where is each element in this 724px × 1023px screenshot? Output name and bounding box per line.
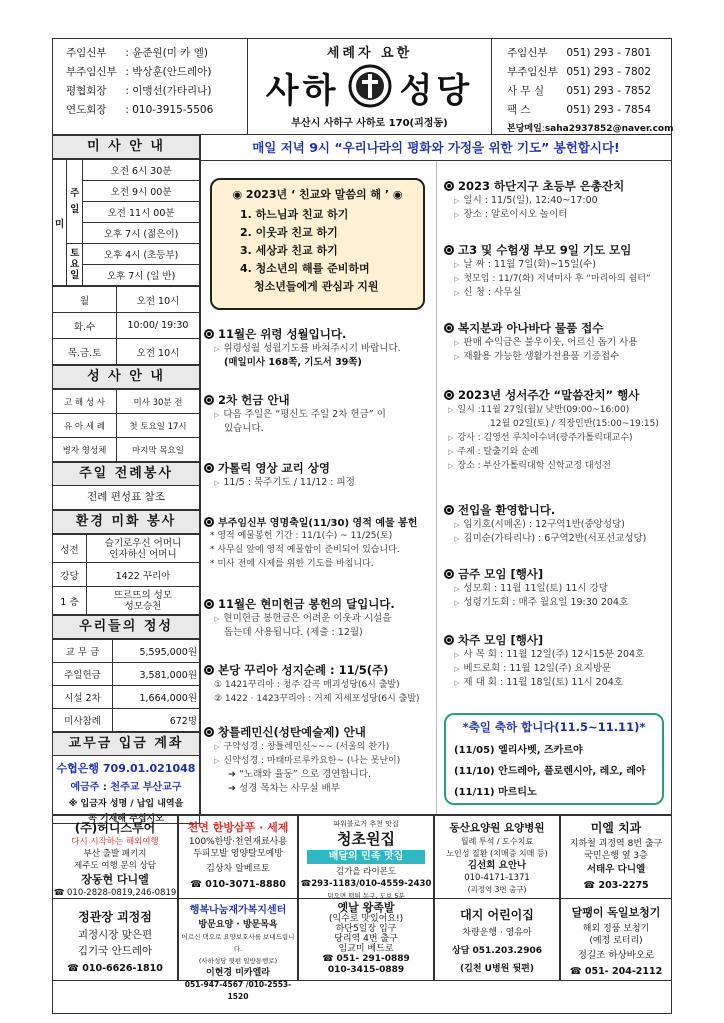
- left-column: [52, 135, 200, 824]
- triangle-icon: ▷: [454, 651, 460, 659]
- email-link[interactable]: saha2937852@naver.com: [544, 124, 674, 134]
- triangle-icon: ▷: [448, 462, 454, 470]
- bullet-icon: [204, 599, 214, 609]
- triangle-icon: ▷: [214, 615, 220, 623]
- triangle-icon: ▷: [454, 599, 460, 607]
- triangle-icon: ▷: [454, 353, 460, 361]
- header-contacts: 주임신부 051) 293 - 7801 부주임신부 051) 293 - 7802 사 무 실 051) 293 - 7852 팩 스 051) 293 - 7854 본당메일:saha2937852@naver.com: [507, 47, 674, 134]
- triangle-icon: ▷: [454, 289, 460, 297]
- ads-row-1: [52, 814, 672, 898]
- triangle-icon: ▷: [454, 535, 460, 543]
- bullet-icon: [204, 517, 214, 527]
- bullet-icon: [444, 505, 454, 515]
- bullet-icon: [444, 569, 454, 579]
- triangle-icon: ▷: [454, 665, 460, 673]
- triangle-icon: ▷: [214, 757, 220, 765]
- mass-table: 미 주 일 오전 6시 30분 오전 9시 00분 오전 11시 00분 오후 7시 (젊은이) 토 요 일 오후 4시 (초등부) 오후 7시 (일 반): [52, 159, 200, 286]
- bank-account: 수협은행 709.01.021048: [56, 762, 196, 775]
- mass-title: 미 사 안 내: [52, 135, 200, 159]
- ads-row-2: [52, 898, 672, 1014]
- offering-table: 교 무 금 5,595,000원 주일헌금 3,581,000원 시설 2차 1,664,000원 미사참례 672명: [52, 639, 200, 732]
- sacrament-title: 성 사 안 내: [52, 365, 200, 389]
- triangle-icon: ▷: [454, 339, 460, 347]
- environment-table: 성전 슬기로우신 어머니 인자하신 어머니 강당 1422 꾸리아 1 층 뜨르뜨의 성모 성모승천: [52, 534, 200, 615]
- right-item-7: 차주 모임 [행사] ▷ 사 목 회 : 11월 12일(주) 12시15분 204호 ▷ 베드로회 : 11월 12일(주) 요지방문 ▷ 제 대 회 : 11월 18일(토) 11시 204호: [444, 632, 644, 690]
- right-item-1: 2023 하단지구 초등부 은총잔치 ▷ 일시 : 11/5(일), 12:40~17:00 ▷ 장소 : 알로이시오 놀이터: [444, 178, 624, 222]
- right-item-3: 복지분과 아나바다 물품 접수 ▷ 판매 수익금은 불우이웃, 어르신 돕기 사용 ▷ 재활용 가능한 생활가전용품 기증접수: [444, 320, 638, 364]
- triangle-icon: ▷: [214, 345, 220, 353]
- mid-item-6: 본당 꾸리아 성지순례 : 11/5(주) ① 1421꾸리아 : 청주 감곡 매괴성당(6시 출발) ② 1422 · 1423꾸리아 : 거제 지세포성당(6시 출발): [204, 662, 420, 706]
- parish-patron: 세례자 요한: [326, 46, 413, 61]
- mid-item-1: 11월은 위령 성월입니다. ▷ 위령성월 성월기도를 바쳐주시기 바랍니다. (매일미사 168쪽, 기도서 39쪽): [204, 326, 401, 370]
- sacrament-table: 고 해 성 사 미사 30분 전 유 아 세 례 첫 토요일 17시 병자 영성체 마지막 목요일: [52, 389, 200, 462]
- theme-title: ◉ 2023년 ‘ 친교와 말씀의 해 ’ ◉: [232, 188, 403, 201]
- ad-hearing-aid: 달팽이 독일보청기 해외 정품 보청기 (예정 로터리) 정길조 하상바오로 ☎ 051- 204-2112: [560, 898, 672, 981]
- ad-herbal-shampoo: 천연 한방삼푸 · 세제 100%한방·천연재료사용 두피모발 영양탈모예방 김상차 알베르토 ☎ 010-3071-8880: [178, 815, 298, 899]
- theme-box: ◉ 2023년 ‘ 친교와 말씀의 해 ’ ◉ 1. 하느님과 친교 하기 2. 이웃과 친교 하기 3. 세상과 친교 하기 4. 청소년의 해를 준비하며 청소년들에게 관심과 지원: [210, 178, 425, 310]
- ad-honeys-tour: (주)허니스투어 다시 시작하는 해외여행 부산 출발 패키지 제주도 여행 문의 상담 장동현 다니엘 ☎ 010-2828-0819,246-0819: [52, 815, 178, 899]
- bullet-icon: [444, 635, 454, 645]
- triangle-icon: ▷: [454, 521, 460, 529]
- header-staff: 주임신부 : 윤준원(미 카 엘) 부주임신부 : 박상훈(안드레아) 평협회장 : 이맹선(가타리나) 연도회장 : 010-3915-5506: [66, 47, 214, 116]
- environment-title: 환경 미화 봉사: [52, 510, 200, 534]
- triangle-icon: ▷: [448, 434, 454, 442]
- right-item-6: 금주 모임 [행사] ▷ 성모회 : 11월 11일(토) 11시 강당 ▷ 성령기도회 : 매주 월요일 19:30 204호: [444, 566, 628, 610]
- weekday-mass-table: 월 오전 10시 화.수 10:00/ 19:30 목.금.토 오전 10시: [52, 286, 200, 365]
- ad-welfare-center: 행복나눔재가복지센터 방문요양 · 방문목욕 어르신 댁으로 요양보호사를 보내드립니다. (사하성당 뒷편 일방통행로) 이현경 미카엘라 051-947-4567 /010-2553-1520: [178, 898, 298, 981]
- liturgy-text: 전례 편성표 참조: [52, 486, 200, 510]
- ad-restaurant: 파워블로거 추천 맛집 청초원집 배달의 민족 맛집 김가을 라이몬도 ☎293-1183/010-4559-2430 덤으면 떡튀 동구, 도보 5분: [298, 815, 434, 899]
- triangle-icon: ▷: [214, 743, 220, 751]
- account-holder: 예금주 : 천주교 부산교구: [70, 782, 182, 793]
- mid-item-5: 11월은 현미헌금 봉헌의 달입니다. ▷ 현미헌금 봉헌금은 어려운 이웃과 시설을 돕는데 사용됩니다. (제출 : 12월): [204, 596, 395, 640]
- triangle-icon: ▷: [454, 679, 460, 687]
- bullet-icon: [204, 395, 214, 405]
- triangle-icon: ▷: [448, 406, 454, 414]
- church-seal-icon: [348, 64, 392, 111]
- triangle-icon: ▷: [454, 275, 460, 283]
- parish-logo-block: [247, 38, 492, 134]
- mid-item-3: 가톨릭 영상 교리 상영 ▷ 11/5 : 묵주기도 / 11/12 : 피정: [204, 460, 355, 490]
- right-item-5: 전입을 환영합니다. ▷ 임기호(시메온) : 12구역1반(중앙성당) ▷ 김미순(가타리나) : 6구역2반(서포선교성당): [444, 502, 646, 546]
- feast-box: *축일 축하 합니다(11.5~11.11)* (11/05) 엘리사벳, 즈카르야 (11/10) 안드레아, 플로렌시아, 레오, 레아 (11/11) 마르티노: [444, 713, 664, 805]
- triangle-icon: ▷: [454, 211, 460, 219]
- parish-name-left: 사하: [265, 71, 340, 111]
- triangle-icon: ▷: [448, 448, 454, 456]
- offering-title: 우리들의 정성: [52, 615, 200, 639]
- ad-dental: 미엘 치과 지하철 괴정역 8번 출구 국민은행 옆 3층 서태우 다니엘 ☎ 203-2275: [560, 815, 672, 899]
- ad-nursing-home: 동산요양원 요양병원 월례 투석 / 도수치료 노인성 질환 (치매증 치매 등) 김선희 요안나 010-4171-1371 (괴정역 3번 출구): [434, 815, 560, 899]
- feast-title: *축일 축하 합니다(11.5~11.11)*: [462, 720, 646, 734]
- mid-item-4: 부주임신부 영명축일(11/30) 영적 예물 봉헌 * 영적 예물봉헌 기간 : 11/1(수) ~ 11/25(토) * 사무실 앞에 영적 예물함이 준비되어 있습니다. * 미사 전에 사제를 위한 기도를 바칩니다.: [204, 514, 417, 571]
- mid-item-2: 2차 헌금 안내 ▷ 다음 주일은 “평신도 주일 2차 헌금” 이 있습니다.: [204, 392, 386, 436]
- right-item-4: 2023년 성서주간 “말씀잔치” 행사 ▷ 일시 :11월 27일(월)/ 낮반(09:00~16:00) 12월 02일(토) / 직장인반(15:00~19:15) ▷ 강사 : 김영선 루치아수녀(광주가톨릭대교수) ▷ 주제 : 탈출기와 순례 ▷ 장소 : 부산가톨릭대학 신학교정 대성전: [444, 387, 659, 473]
- ad-ginseng: 정관장 괴정점 괴정시장 맞은편 김기국 안드레아 ☎ 010-6626-1810: [52, 898, 178, 981]
- triangle-icon: ▷: [454, 261, 460, 269]
- bullet-icon: [204, 727, 214, 737]
- bullet-icon: [444, 181, 454, 191]
- parish-address: 부산시 사하구 사하로 170(괴정동): [291, 118, 448, 129]
- bullet-icon: [204, 329, 214, 339]
- mid-item-7: 창틀레민신(성탄예술제) 안내 ▷ 구약성경 : 창틀레민신~~~ (서울의 찬가) ▷ 신약성경 : 마태마르루카요한~ (나는 못난이) ➜ “노래와 율동” 으로 경연합니다. ➜ 성경 목차는 사무실 배부: [204, 724, 400, 796]
- bullet-icon: [444, 245, 454, 255]
- bullet-icon: [444, 390, 454, 400]
- header: [52, 38, 672, 135]
- bullet-icon: [204, 463, 214, 473]
- triangle-icon: ▷: [454, 197, 460, 205]
- triangle-icon: ▷: [454, 585, 460, 593]
- triangle-icon: ▷: [214, 411, 220, 419]
- parish-name-right: 성당: [399, 71, 474, 111]
- prayer-banner: 매일 저녁 9시 “우리나라의 평화와 가정을 위한 기도” 봉헌합시다!: [200, 135, 672, 161]
- bullet-icon: [444, 323, 454, 333]
- liturgy-title: 주일 전례봉사: [52, 462, 200, 486]
- account-box: 수협은행 709.01.021048 예금주 : 천주교 부산교구 ※ 입금자 성명 / 납입 내역을 꼭 기재해 주십시오: [52, 756, 200, 824]
- right-item-2: 고3 및 수험생 부모 9일 기도 모임 ▷ 날 짜 : 11월 7일(화)~15일(수) ▷ 첫모임 : 11/7(화) 저녁미사 후 “마리아의 쉼터” ▷ 신 청 : 사무실: [444, 242, 651, 300]
- bullet-icon: [204, 665, 214, 675]
- ad-daycare: 대지 어린이집 차량운행 · 영유아 상담 051.203.2906 (김천 U병원 뒷편): [434, 898, 560, 981]
- account-title: 교무금 입금 계좌: [52, 732, 200, 756]
- ad-pork-feet: 옛날 왕족발 (익수로 맛있어요!) 하단5일장 입구 당리역 4번 출구 임교미 베드로 ☎ 051- 291-0889 010-3415-0889: [298, 898, 434, 981]
- triangle-icon: ▷: [214, 479, 220, 487]
